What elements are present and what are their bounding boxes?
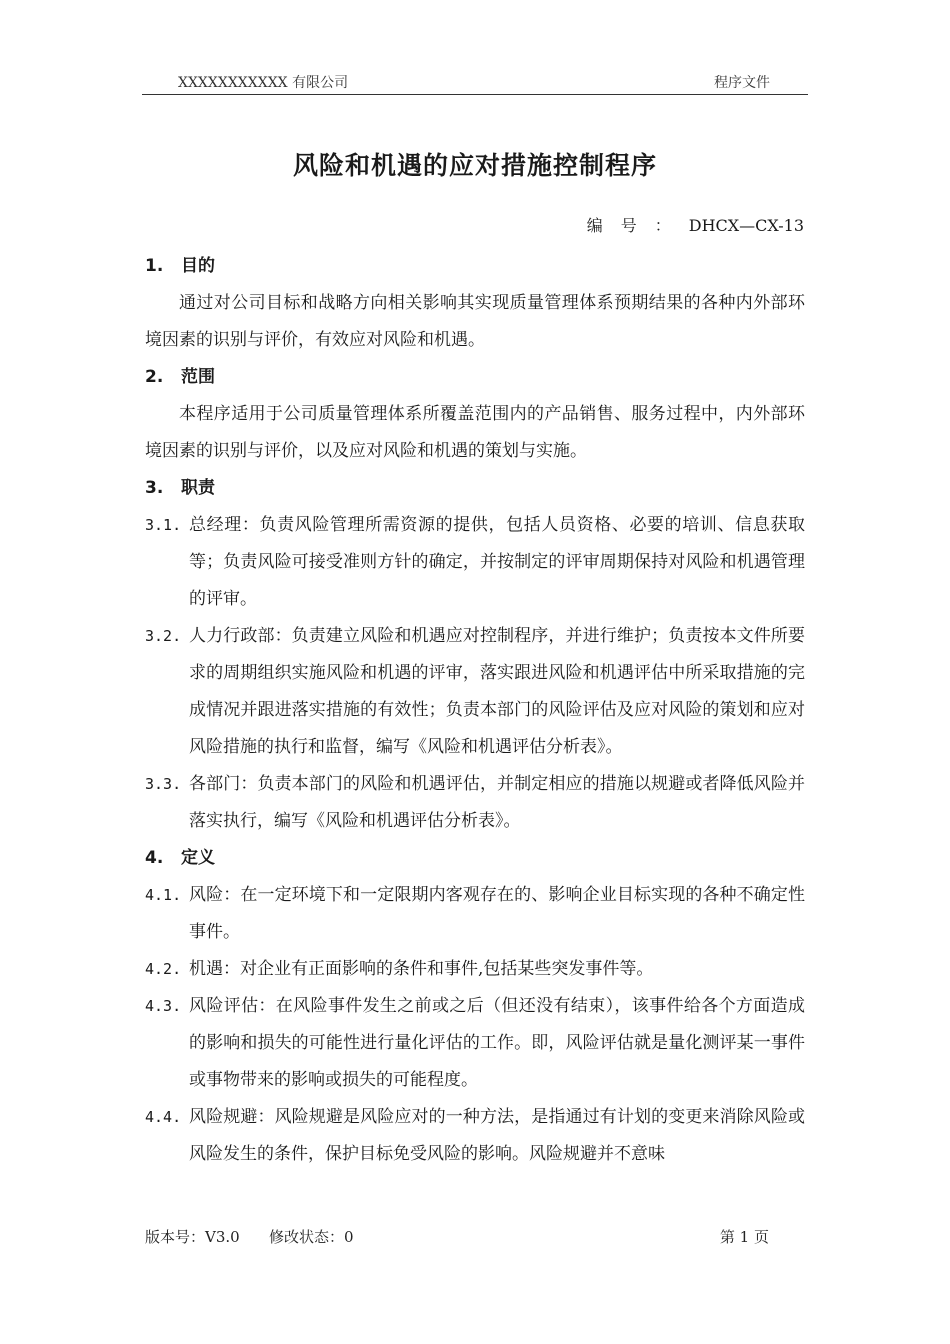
item-number: 3.1. (145, 516, 182, 534)
item-text: 人力行政部：负责建立风险和机遇应对控制程序，并进行维护；负责按本文件所要求的周期组织实施风险和机遇的评审，落实跟进风险和机遇评估中所采取措施的完成情况并跟进落实措施的有效性；负责本部门的风险评估及应对风险的策划和应对风险措施的执行和监督，编写《风险和机遇评估分析表》。 (189, 626, 805, 757)
section-title: 职责 (181, 478, 215, 498)
doc-number-label: 编号： (586, 216, 689, 235)
document-title: 风险和机遇的应对措施控制程序 (292, 151, 657, 180)
version-label: 版本号：V3.0 (145, 1228, 240, 1246)
item-text: 总经理：负责风险管理所需资源的提供，包括人员资格、必要的培训、信息获取等；负责风险可接受准则方针的确定，并按制定的评审周期保持对风险和机遇管理的评审。 (189, 515, 805, 609)
section-paragraph-scope: 本程序适用于公司质量管理体系所覆盖范围内的产品销售、服务过程中，内外部环境因素的识别与评价，以及应对风险和机遇的策划与实施。 (145, 404, 805, 461)
section-number: 1. (145, 256, 164, 276)
item-text: 各部门：负责本部门的风险和机遇评估，并制定相应的措施以规避或者降低风险并落实执行，编写《风险和机遇评估分析表》。 (189, 774, 805, 831)
list-item (145, 507, 805, 618)
page-header (142, 72, 808, 95)
company-name: XXXXXXXXXXX 有限公司 (178, 75, 349, 91)
list-item (145, 1099, 805, 1173)
item-text: 风险评估：在风险事件发生之前或之后（但还没有结束），该事件给各个方面造成的影响和损失的可能性进行量化评估的工作。即，风险评估就是量化测评某一事件或事物带来的影响或损失的可能程度。 (189, 996, 805, 1090)
item-number: 4.3. (145, 997, 182, 1015)
document-body (145, 248, 805, 1173)
section-paragraph-purpose: 通过对公司目标和战略方向相关影响其实现质量管理体系预期结果的各种内外部环境因素的识别与评价，有效应对风险和机遇。 (145, 293, 805, 350)
section-heading-definitions (145, 840, 805, 877)
item-number: 4.2. (145, 960, 182, 978)
section-number: 2. (145, 367, 164, 387)
list-item (145, 988, 805, 1099)
list-item (145, 618, 805, 766)
item-text: 风险：在一定环境下和一定限期内客观存在的、影响企业目标实现的各种不确定性事件。 (189, 885, 805, 942)
item-number: 3.2. (145, 627, 182, 645)
doc-number-value: DHCX—CX-13 (688, 216, 804, 235)
section-title: 范围 (181, 367, 215, 387)
item-number: 3.3. (145, 775, 182, 793)
doc-number (587, 213, 804, 236)
section-number: 4. (145, 848, 164, 868)
section-number: 3. (145, 478, 164, 498)
list-item (145, 877, 805, 951)
revision-status: 修改状态：0 (269, 1228, 354, 1246)
list-item (145, 766, 805, 840)
item-text: 机遇：对企业有正面影响的条件和事件,包括某些突发事件等。 (189, 959, 654, 979)
section-heading-scope (145, 359, 805, 396)
section-heading-purpose (145, 248, 805, 285)
doc-type-label: 程序文件 (714, 75, 770, 91)
page-number: 第 1 页 (719, 1228, 769, 1246)
item-number: 4.4. (145, 1108, 182, 1126)
list-item (145, 951, 805, 988)
section-title: 目的 (181, 256, 215, 276)
item-text: 风险规避：风险规避是风险应对的一种方法，是指通过有计划的变更来消除风险或风险发生的条件，保护目标免受风险的影响。风险规避并不意味 (189, 1107, 805, 1164)
item-number: 4.1. (145, 886, 182, 904)
section-title: 定义 (181, 848, 215, 868)
section-heading-responsibilities (145, 470, 805, 507)
